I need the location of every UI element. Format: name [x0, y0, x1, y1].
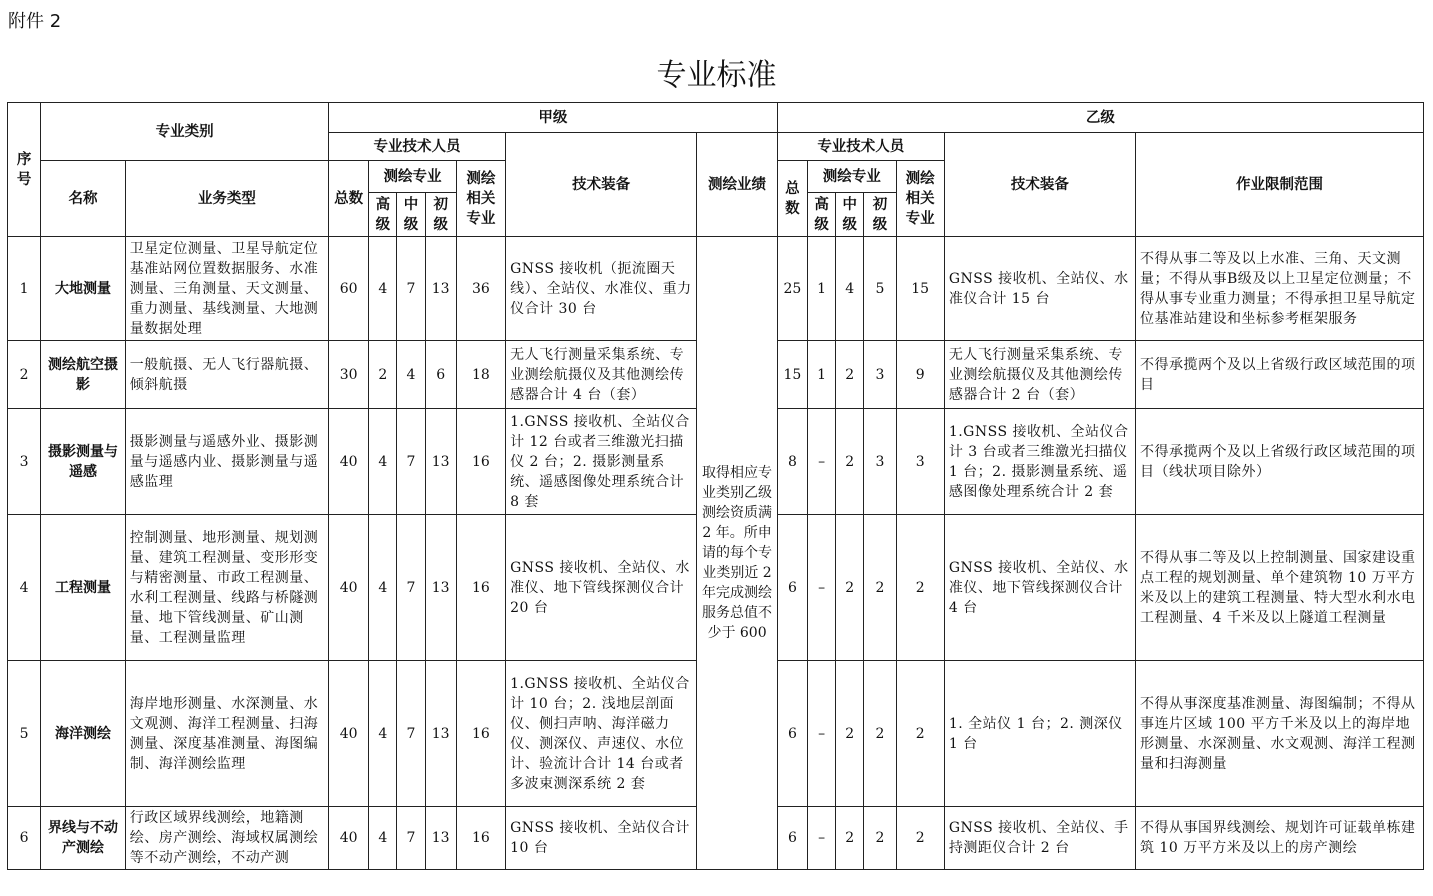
b-middle-cell: 2: [836, 341, 864, 409]
a-junior-cell: 13: [425, 661, 456, 807]
a-senior-cell: 4: [369, 409, 397, 515]
name-cell: 摄影测量与遥感: [41, 409, 126, 515]
attachment-label: 附件 2: [8, 11, 62, 32]
b-junior-cell: 2: [864, 515, 896, 661]
b-related-cell: 2: [896, 661, 944, 807]
a-middle-cell: 7: [397, 237, 425, 341]
business-cell: 卫星定位测量、卫星导航定位基准站网位置数据服务、水准测量、三角测量、天文测量、重力测量、基线测量、大地测量数据处理: [125, 237, 328, 341]
standards-table: [7, 102, 1424, 870]
a-related-cell: 16: [456, 515, 505, 661]
b-junior-cell: 3: [864, 341, 896, 409]
name-header: 名称: [41, 161, 126, 237]
b-senior-cell: –: [808, 661, 836, 807]
a-junior-cell: 6: [425, 341, 456, 409]
seq-cell: 5: [8, 661, 41, 807]
business-cell: 行政区域界线测绘，地籍测绘、房产测绘、海域权属测绘等不动产测绘，不动产测: [125, 807, 328, 870]
header-row-1: [8, 103, 1424, 133]
a-equipment-cell: 无人飞行测量采集系统、专业测绘航摄仪及其他测绘传感器合计 4 台（套）: [506, 341, 697, 409]
b-middle-cell: 2: [836, 807, 864, 870]
limit-cell: 不得从事二等及以上控制测量、国家建设重点工程的规划测量、单个建筑物 10 万平方米及以上的建筑工程测量、特大型水利水电工程测量、4 千米及以上隧道工程测量: [1136, 515, 1424, 661]
name-cell: 大地测量: [41, 237, 126, 341]
a-equipment-cell: 1.GNSS 接收机、全站仪合计 12 台或者三维激光扫描仪 2 台；2. 摄影测量系统、遥感图像处理系统合计 8 套: [506, 409, 697, 515]
b-survey-major-header: 测绘专业: [808, 161, 897, 193]
a-equipment-cell: 1.GNSS 接收机、全站仪合计 10 台；2. 浅地层剖面仪、侧扫声呐、海洋磁力仪、测深仪、声速仪、水位计、验流计合计 14 台或者多波束测深系统 2 套: [506, 661, 697, 807]
b-junior-cell: 3: [864, 409, 896, 515]
seq-cell: 6: [8, 807, 41, 870]
a-middle-cell: 4: [397, 341, 425, 409]
b-related-cell: 2: [896, 515, 944, 661]
a-equipment-header: 技术装备: [506, 133, 697, 237]
b-senior-cell: –: [808, 515, 836, 661]
seq-cell: 2: [8, 341, 41, 409]
a-middle-header: 中级: [397, 193, 425, 237]
a-equipment-cell: GNSS 接收机、全站仪、水准仪、地下管线探测仪合计 20 台: [506, 515, 697, 661]
b-staff-header: 专业技术人员: [777, 133, 944, 161]
a-related-cell: 16: [456, 409, 505, 515]
a-related-cell: 16: [456, 807, 505, 870]
b-junior-cell: 5: [864, 237, 896, 341]
a-junior-cell: 13: [425, 409, 456, 515]
a-senior-cell: 4: [369, 807, 397, 870]
business-header: 业务类型: [125, 161, 328, 237]
name-cell: 测绘航空摄影: [41, 341, 126, 409]
b-senior-cell: –: [808, 807, 836, 870]
a-total-cell: 30: [329, 341, 369, 409]
a-senior-cell: 2: [369, 341, 397, 409]
b-middle-cell: 2: [836, 661, 864, 807]
a-senior-header: 高级: [369, 193, 397, 237]
a-middle-cell: 7: [397, 409, 425, 515]
a-equipment-cell: GNSS 接收机（扼流圈天线）、全站仪、水准仪、重力仪合计 30 台: [506, 237, 697, 341]
name-cell: 海洋测绘: [41, 661, 126, 807]
b-senior-header: 高级: [808, 193, 836, 237]
limit-cell: 不得从事深度基准测量、海图编制；不得从事连片区域 100 平方千米及以上的海岸地形测量、水深测量、水文观测、海洋工程测量和扫海测量: [1136, 661, 1424, 807]
limit-cell: 不得承揽两个及以上省级行政区域范围的项目: [1136, 341, 1424, 409]
a-staff-header: 专业技术人员: [329, 133, 506, 161]
b-senior-cell: 1: [808, 341, 836, 409]
b-related-cell: 3: [896, 409, 944, 515]
a-senior-cell: 4: [369, 237, 397, 341]
business-cell: 控制测量、地形测量、规划测量、建筑工程测量、变形形变与精密测量、市政工程测量、水利工程测量、线路与桥隧测量、地下管线测量、矿山测量、工程测量监理: [125, 515, 328, 661]
b-middle-cell: 2: [836, 515, 864, 661]
b-total-cell: 6: [777, 515, 807, 661]
b-equipment-cell: 1. 全站仪 1 台；2. 测深仪 1 台: [944, 661, 1135, 807]
b-related-header: 测绘相关专业: [896, 161, 944, 237]
b-middle-header: 中级: [836, 193, 864, 237]
a-survey-major-header: 测绘专业: [369, 161, 457, 193]
b-senior-cell: 1: [808, 237, 836, 341]
b-junior-header: 初级: [864, 193, 896, 237]
category-header: 专业类别: [41, 103, 329, 161]
name-cell: 界线与不动产测绘: [41, 807, 126, 870]
b-equipment-header: 技术装备: [944, 133, 1135, 237]
a-senior-cell: 4: [369, 515, 397, 661]
b-junior-cell: 2: [864, 661, 896, 807]
a-total-cell: 40: [329, 807, 369, 870]
seq-cell: 3: [8, 409, 41, 515]
b-related-cell: 15: [896, 237, 944, 341]
a-related-cell: 18: [456, 341, 505, 409]
b-equipment-cell: 1.GNSS 接收机、全站仪合计 3 台或者三维激光扫描仪 1 台；2. 摄影测量系统、遥感图像处理系统合计 2 套: [944, 409, 1135, 515]
b-total-header: 总数: [777, 161, 807, 237]
business-cell: 一般航摄、无人飞行器航摄、倾斜航摄: [125, 341, 328, 409]
a-total-cell: 60: [329, 237, 369, 341]
grade-a-header: 甲级: [329, 103, 778, 133]
page-title: 专业标准: [656, 58, 777, 93]
performance-header: 测绘业绩: [697, 133, 778, 237]
b-total-cell: 6: [777, 661, 807, 807]
a-junior-header: 初级: [425, 193, 456, 237]
business-cell: 海岸地形测量、水深测量、水文观测、海洋工程测量、扫海测量、深度基准测量、海图编制、海洋测绘监理: [125, 661, 328, 807]
a-total-cell: 40: [329, 661, 369, 807]
b-related-cell: 9: [896, 341, 944, 409]
b-equipment-cell: 无人飞行测量采集系统、专业测绘航摄仪及其他测绘传感器合计 2 台（套）: [944, 341, 1135, 409]
a-equipment-cell: GNSS 接收机、全站仪合计 10 台: [506, 807, 697, 870]
b-related-cell: 2: [896, 807, 944, 870]
seq-cell: 4: [8, 515, 41, 661]
limit-cell: 不得从事二等及以上水准、三角、天文测量；不得从事B级及以上卫星定位测量；不得从事专业重力测量；不得承担卫星导航定位基准站建设和坐标参考框架服务: [1136, 237, 1424, 341]
limit-header: 作业限制范围: [1136, 133, 1424, 237]
b-total-cell: 8: [777, 409, 807, 515]
seq-header: 序号: [8, 103, 41, 237]
business-cell: 摄影测量与遥感外业、摄影测量与遥感内业、摄影测量与遥感监理: [125, 409, 328, 515]
b-total-cell: 6: [777, 807, 807, 870]
b-equipment-cell: GNSS 接收机、全站仪、水准仪合计 15 台: [944, 237, 1135, 341]
a-related-cell: 16: [456, 661, 505, 807]
seq-cell: 1: [8, 237, 41, 341]
a-middle-cell: 7: [397, 515, 425, 661]
a-junior-cell: 13: [425, 237, 456, 341]
a-junior-cell: 13: [425, 807, 456, 870]
b-middle-cell: 4: [836, 237, 864, 341]
limit-cell: 不得从事国界线测绘、规划许可证载单栋建筑 10 万平方米及以上的房产测绘: [1136, 807, 1424, 870]
b-equipment-cell: GNSS 接收机、全站仪、水准仪、地下管线探测仪合计 4 台: [944, 515, 1135, 661]
a-senior-cell: 4: [369, 661, 397, 807]
b-senior-cell: –: [808, 409, 836, 515]
b-total-cell: 25: [777, 237, 807, 341]
b-middle-cell: 2: [836, 409, 864, 515]
b-junior-cell: 2: [864, 807, 896, 870]
limit-cell: 不得承揽两个及以上省级行政区域范围的项目（线状项目除外）: [1136, 409, 1424, 515]
a-junior-cell: 13: [425, 515, 456, 661]
performance-cell: 取得相应专业类别乙级测绘资质满 2 年。所申请的每个专业类别近 2 年完成测绘服务总值不少于 600: [697, 237, 778, 870]
b-equipment-cell: GNSS 接收机、全站仪、手持测距仪合计 2 台: [944, 807, 1135, 870]
a-total-cell: 40: [329, 409, 369, 515]
grade-b-header: 乙级: [777, 103, 1423, 133]
b-total-cell: 15: [777, 341, 807, 409]
a-related-cell: 36: [456, 237, 505, 341]
a-middle-cell: 7: [397, 807, 425, 870]
table-row: [8, 237, 1424, 341]
a-middle-cell: 7: [397, 661, 425, 807]
a-total-cell: 40: [329, 515, 369, 661]
a-total-header: 总数: [329, 161, 369, 237]
a-related-header: 测绘相关专业: [456, 161, 505, 237]
name-cell: 工程测量: [41, 515, 126, 661]
